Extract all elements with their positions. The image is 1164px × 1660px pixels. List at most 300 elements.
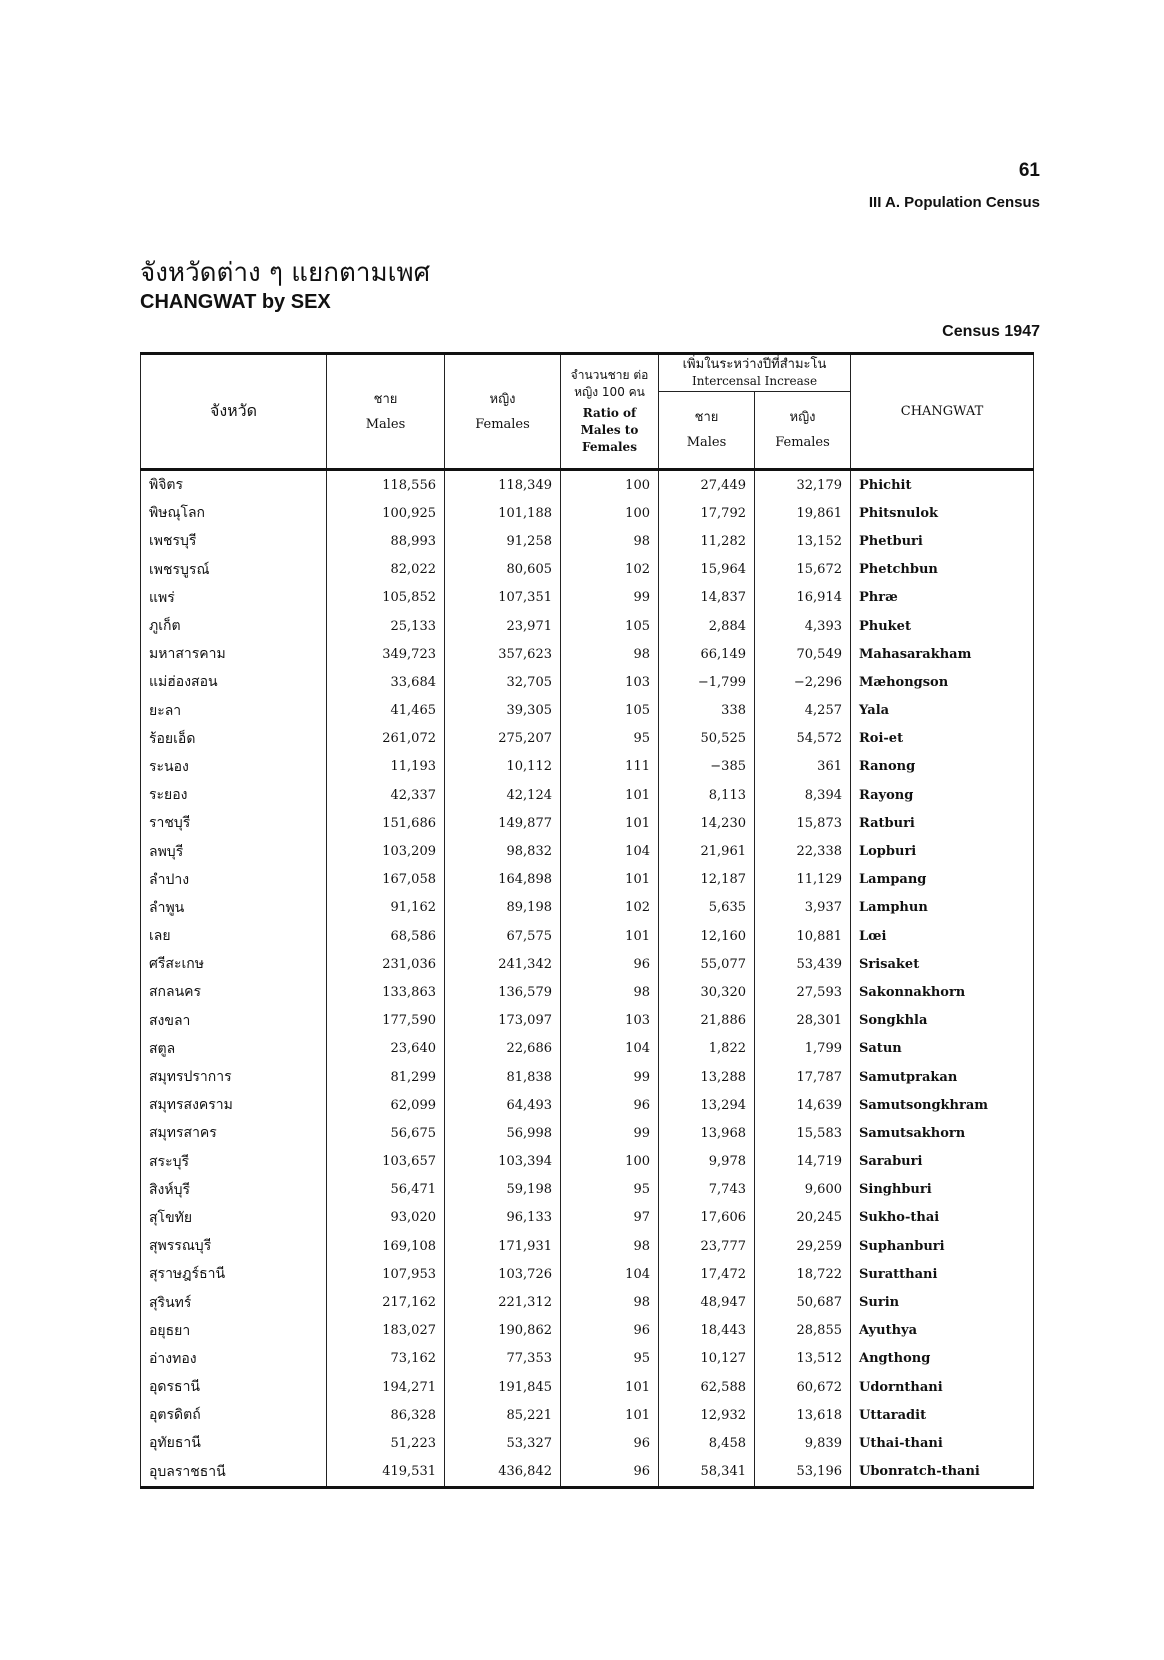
cell-changwat-thai: อุตรดิตถ์ (141, 1401, 327, 1429)
cell-ratio: 98 (561, 527, 659, 555)
cell-ratio: 111 (561, 753, 659, 781)
col-header-changwat-thai (141, 354, 327, 470)
cell-changwat-en: Angthong (851, 1345, 1034, 1373)
cell-changwat-thai: ราชบุรี (141, 809, 327, 837)
cell-increase-males: 30,320 (659, 978, 755, 1006)
cell-changwat-thai: สุรินทร์ (141, 1288, 327, 1316)
cell-increase-males: 13,294 (659, 1091, 755, 1119)
table-row (141, 556, 1034, 584)
table-row (141, 499, 1034, 527)
cell-changwat-thai: มหาสารคาม (141, 640, 327, 668)
cell-increase-females: 15,873 (755, 809, 851, 837)
col-header-inc-females (755, 392, 851, 470)
col-header-changwat-en (851, 354, 1034, 470)
cell-increase-females: 20,245 (755, 1204, 851, 1232)
col-changwat-thai-label: จังหวัด (209, 401, 258, 420)
cell-ratio: 103 (561, 668, 659, 696)
cell-changwat-en: Suphanburi (851, 1232, 1034, 1260)
cell-changwat-en: Rayong (851, 781, 1034, 809)
table-row (141, 1401, 1034, 1429)
cell-increase-males: 2,884 (659, 612, 755, 640)
cell-females: 103,394 (445, 1148, 561, 1176)
cell-changwat-en: Samutprakan (851, 1063, 1034, 1091)
cell-increase-females: 17,787 (755, 1063, 851, 1091)
cell-increase-males: 11,282 (659, 527, 755, 555)
table-title-thai: จังหวัดต่าง ๆ แยกตามเพศ (140, 258, 431, 288)
cell-increase-males: 12,187 (659, 866, 755, 894)
cell-males: 93,020 (327, 1204, 445, 1232)
cell-females: 436,842 (445, 1458, 561, 1488)
cell-changwat-thai: ลำพูน (141, 894, 327, 922)
col-header-ratio (561, 354, 659, 470)
cell-males: 261,072 (327, 725, 445, 753)
cell-females: 136,579 (445, 978, 561, 1006)
cell-females: 56,998 (445, 1119, 561, 1147)
cell-changwat-thai: สงขลา (141, 1007, 327, 1035)
cell-ratio: 96 (561, 1091, 659, 1119)
cell-females: 107,351 (445, 584, 561, 612)
cell-changwat-en: Ranong (851, 753, 1034, 781)
cell-increase-males: 1,822 (659, 1035, 755, 1063)
cell-increase-females: 15,672 (755, 556, 851, 584)
cell-increase-males: −1,799 (659, 668, 755, 696)
cell-ratio: 98 (561, 1232, 659, 1260)
table-row (141, 1204, 1034, 1232)
cell-males: 33,684 (327, 668, 445, 696)
cell-ratio: 101 (561, 866, 659, 894)
cell-changwat-en: Lopburi (851, 837, 1034, 865)
cell-changwat-thai: สมุทรสาคร (141, 1119, 327, 1147)
cell-ratio: 100 (561, 499, 659, 527)
cell-changwat-thai: อุบลราชธานี (141, 1458, 327, 1488)
cell-females: 53,327 (445, 1429, 561, 1457)
cell-increase-males: 14,837 (659, 584, 755, 612)
cell-females: 23,971 (445, 612, 561, 640)
cell-ratio: 96 (561, 950, 659, 978)
cell-increase-females: 19,861 (755, 499, 851, 527)
cell-increase-females: −2,296 (755, 668, 851, 696)
cell-females: 191,845 (445, 1373, 561, 1401)
cell-changwat-thai: อุทัยธานี (141, 1429, 327, 1457)
cell-increase-males: 13,968 (659, 1119, 755, 1147)
cell-males: 217,162 (327, 1288, 445, 1316)
cell-changwat-thai: อุดรธานี (141, 1373, 327, 1401)
col-males-thai: ชาย (373, 391, 398, 407)
cell-changwat-en: Saraburi (851, 1148, 1034, 1176)
cell-males: 86,328 (327, 1401, 445, 1429)
cell-changwat-en: Sakonnakhorn (851, 978, 1034, 1006)
cell-increase-males: 17,472 (659, 1260, 755, 1288)
cell-ratio: 95 (561, 725, 659, 753)
cell-ratio: 100 (561, 1148, 659, 1176)
cell-ratio: 97 (561, 1204, 659, 1232)
cell-increase-females: 14,639 (755, 1091, 851, 1119)
cell-ratio: 104 (561, 837, 659, 865)
table-row (141, 1345, 1034, 1373)
cell-ratio: 99 (561, 1063, 659, 1091)
col-changwat-en-label: CHANGWAT (900, 404, 984, 419)
cell-females: 39,305 (445, 697, 561, 725)
cell-changwat-thai: แพร่ (141, 584, 327, 612)
cell-increase-females: 53,439 (755, 950, 851, 978)
cell-males: 51,223 (327, 1429, 445, 1457)
table-row (141, 809, 1034, 837)
cell-increase-females: 10,881 (755, 922, 851, 950)
cell-changwat-en: Phitsnulok (851, 499, 1034, 527)
cell-changwat-thai: พิษณุโลก (141, 499, 327, 527)
cell-increase-females: 13,512 (755, 1345, 851, 1373)
cell-changwat-en: Samutsakhorn (851, 1119, 1034, 1147)
cell-changwat-thai: สิงห์บุรี (141, 1176, 327, 1204)
table-row (141, 1091, 1034, 1119)
cell-increase-males: 27,449 (659, 470, 755, 500)
cell-increase-females: 28,301 (755, 1007, 851, 1035)
table-title-english: CHANGWAT by SEX (140, 291, 331, 313)
cell-changwat-thai: ระนอง (141, 753, 327, 781)
table-row (141, 1035, 1034, 1063)
table-row (141, 1260, 1034, 1288)
cell-males: 25,133 (327, 612, 445, 640)
table-row (141, 697, 1034, 725)
cell-ratio: 101 (561, 809, 659, 837)
cell-changwat-thai: อยุธยา (141, 1317, 327, 1345)
cell-increase-males: 7,743 (659, 1176, 755, 1204)
cell-males: 133,863 (327, 978, 445, 1006)
table-row (141, 781, 1034, 809)
cell-increase-males: 55,077 (659, 950, 755, 978)
cell-changwat-thai: สมุทรสงคราม (141, 1091, 327, 1119)
cell-changwat-thai: สระบุรี (141, 1148, 327, 1176)
table-row (141, 640, 1034, 668)
cell-changwat-en: Suratthani (851, 1260, 1034, 1288)
table-row (141, 837, 1034, 865)
cell-increase-males: 338 (659, 697, 755, 725)
cell-increase-females: 11,129 (755, 866, 851, 894)
col-males-en: Males (365, 416, 406, 432)
cell-increase-females: 14,719 (755, 1148, 851, 1176)
cell-females: 118,349 (445, 470, 561, 500)
cell-ratio: 99 (561, 584, 659, 612)
cell-males: 231,036 (327, 950, 445, 978)
cell-changwat-en: Phræ (851, 584, 1034, 612)
cell-increase-males: 62,588 (659, 1373, 755, 1401)
cell-increase-females: 16,914 (755, 584, 851, 612)
cell-increase-females: 13,152 (755, 527, 851, 555)
cell-changwat-thai: ยะลา (141, 697, 327, 725)
cell-females: 64,493 (445, 1091, 561, 1119)
cell-females: 164,898 (445, 866, 561, 894)
cell-increase-males: 48,947 (659, 1288, 755, 1316)
cell-females: 173,097 (445, 1007, 561, 1035)
cell-changwat-en: Lœi (851, 922, 1034, 950)
table-row (141, 1232, 1034, 1260)
cell-increase-females: 1,799 (755, 1035, 851, 1063)
cell-changwat-en: Lamphun (851, 894, 1034, 922)
cell-ratio: 98 (561, 1288, 659, 1316)
cell-increase-males: 58,341 (659, 1458, 755, 1488)
cell-ratio: 96 (561, 1317, 659, 1345)
cell-females: 91,258 (445, 527, 561, 555)
cell-females: 221,312 (445, 1288, 561, 1316)
cell-females: 89,198 (445, 894, 561, 922)
cell-increase-females: 3,937 (755, 894, 851, 922)
table-row (141, 612, 1034, 640)
cell-males: 419,531 (327, 1458, 445, 1488)
cell-increase-females: 22,338 (755, 837, 851, 865)
cell-ratio: 104 (561, 1260, 659, 1288)
table-row (141, 725, 1034, 753)
table-row (141, 1429, 1034, 1457)
cell-males: 183,027 (327, 1317, 445, 1345)
cell-increase-males: 23,777 (659, 1232, 755, 1260)
table-row (141, 527, 1034, 555)
table-row (141, 1176, 1034, 1204)
cell-changwat-en: Songkhla (851, 1007, 1034, 1035)
cell-increase-males: −385 (659, 753, 755, 781)
cell-changwat-en: Mahasarakham (851, 640, 1034, 668)
cell-males: 81,299 (327, 1063, 445, 1091)
cell-changwat-thai: สมุทรปราการ (141, 1063, 327, 1091)
cell-changwat-thai: เลย (141, 922, 327, 950)
cell-changwat-thai: แม่ฮ่องสอน (141, 668, 327, 696)
cell-males: 91,162 (327, 894, 445, 922)
cell-increase-females: 4,393 (755, 612, 851, 640)
cell-females: 241,342 (445, 950, 561, 978)
col-header-males (327, 354, 445, 470)
cell-changwat-en: Phichit (851, 470, 1034, 500)
cell-increase-females: 54,572 (755, 725, 851, 753)
cell-changwat-en: Udornthani (851, 1373, 1034, 1401)
cell-increase-males: 5,635 (659, 894, 755, 922)
cell-ratio: 95 (561, 1345, 659, 1373)
cell-increase-males: 21,961 (659, 837, 755, 865)
cell-females: 59,198 (445, 1176, 561, 1204)
table-row (141, 584, 1034, 612)
cell-ratio: 99 (561, 1119, 659, 1147)
cell-ratio: 100 (561, 470, 659, 500)
cell-increase-males: 17,792 (659, 499, 755, 527)
table-row (141, 1373, 1034, 1401)
cell-ratio: 102 (561, 556, 659, 584)
cell-increase-females: 4,257 (755, 697, 851, 725)
col-inc-males-thai: ชาย (694, 410, 719, 425)
col-header-females (445, 354, 561, 470)
table-row (141, 1063, 1034, 1091)
table-row (141, 668, 1034, 696)
cell-males: 194,271 (327, 1373, 445, 1401)
cell-changwat-thai: ร้อยเอ็ด (141, 725, 327, 753)
col-inc-females-en: Females (775, 435, 830, 450)
cell-males: 103,209 (327, 837, 445, 865)
cell-changwat-en: Ratburi (851, 809, 1034, 837)
cell-ratio: 96 (561, 1429, 659, 1457)
col-header-intercensal (659, 354, 851, 392)
cell-changwat-en: Roi-et (851, 725, 1034, 753)
cell-changwat-thai: เพชรบุรี (141, 527, 327, 555)
cell-males: 56,471 (327, 1176, 445, 1204)
cell-increase-females: 15,583 (755, 1119, 851, 1147)
cell-females: 149,877 (445, 809, 561, 837)
col-increase-thai: เพิ่มในระหว่างปีที่สำมะโน (682, 357, 827, 372)
cell-females: 101,188 (445, 499, 561, 527)
cell-increase-males: 8,458 (659, 1429, 755, 1457)
cell-males: 100,925 (327, 499, 445, 527)
cell-females: 81,838 (445, 1063, 561, 1091)
cell-females: 80,605 (445, 556, 561, 584)
col-ratio-thai: จำนวนชาย ต่อ หญิง 100 คน (570, 368, 649, 399)
cell-increase-females: 32,179 (755, 470, 851, 500)
cell-females: 357,623 (445, 640, 561, 668)
cell-females: 190,862 (445, 1317, 561, 1345)
cell-changwat-en: Mæhongson (851, 668, 1034, 696)
cell-increase-males: 50,525 (659, 725, 755, 753)
table-row (141, 866, 1034, 894)
col-ratio-en: Ratio of Males to Females (580, 406, 639, 454)
cell-ratio: 96 (561, 1458, 659, 1488)
cell-increase-males: 13,288 (659, 1063, 755, 1091)
cell-males: 349,723 (327, 640, 445, 668)
cell-ratio: 102 (561, 894, 659, 922)
col-header-inc-males (659, 392, 755, 470)
cell-changwat-thai: สตูล (141, 1035, 327, 1063)
cell-females: 10,112 (445, 753, 561, 781)
cell-ratio: 103 (561, 1007, 659, 1035)
cell-increase-females: 28,855 (755, 1317, 851, 1345)
section-title: III A. Population Census (868, 194, 1040, 211)
cell-changwat-thai: สุพรรณบุรี (141, 1232, 327, 1260)
cell-changwat-en: Lampang (851, 866, 1034, 894)
cell-increase-females: 53,196 (755, 1458, 851, 1488)
cell-changwat-en: Srisaket (851, 950, 1034, 978)
table-row (141, 1288, 1034, 1316)
cell-changwat-thai: ภูเก็ต (141, 612, 327, 640)
table-row (141, 978, 1034, 1006)
cell-changwat-thai: สุราษฎร์ธานี (141, 1260, 327, 1288)
cell-males: 88,993 (327, 527, 445, 555)
cell-increase-males: 21,886 (659, 1007, 755, 1035)
cell-increase-males: 8,113 (659, 781, 755, 809)
cell-males: 68,586 (327, 922, 445, 950)
cell-changwat-thai: พิจิตร (141, 470, 327, 500)
cell-males: 103,657 (327, 1148, 445, 1176)
col-females-en: Females (475, 416, 530, 432)
cell-females: 171,931 (445, 1232, 561, 1260)
cell-females: 85,221 (445, 1401, 561, 1429)
cell-males: 177,590 (327, 1007, 445, 1035)
cell-increase-females: 13,618 (755, 1401, 851, 1429)
cell-increase-females: 9,600 (755, 1176, 851, 1204)
table-row (141, 1458, 1034, 1488)
cell-increase-males: 17,606 (659, 1204, 755, 1232)
col-females-thai: หญิง (489, 391, 516, 407)
cell-changwat-thai: สุโขทัย (141, 1204, 327, 1232)
col-inc-females-thai: หญิง (789, 410, 816, 425)
cell-males: 42,337 (327, 781, 445, 809)
cell-changwat-en: Phuket (851, 612, 1034, 640)
cell-changwat-en: Ayuthya (851, 1317, 1034, 1345)
cell-increase-males: 12,932 (659, 1401, 755, 1429)
table-row (141, 1317, 1034, 1345)
cell-ratio: 101 (561, 781, 659, 809)
col-increase-en: Intercensal Increase (691, 374, 818, 388)
cell-increase-males: 18,443 (659, 1317, 755, 1345)
cell-changwat-thai: สกลนคร (141, 978, 327, 1006)
cell-changwat-en: Phetburi (851, 527, 1034, 555)
cell-ratio: 104 (561, 1035, 659, 1063)
cell-females: 275,207 (445, 725, 561, 753)
cell-increase-males: 9,978 (659, 1148, 755, 1176)
cell-increase-females: 29,259 (755, 1232, 851, 1260)
cell-ratio: 95 (561, 1176, 659, 1204)
table-row (141, 753, 1034, 781)
cell-increase-females: 50,687 (755, 1288, 851, 1316)
cell-changwat-en: Surin (851, 1288, 1034, 1316)
page-number: 61 (1018, 160, 1040, 181)
cell-increase-males: 12,160 (659, 922, 755, 950)
cell-changwat-thai: เพชรบูรณ์ (141, 556, 327, 584)
cell-males: 23,640 (327, 1035, 445, 1063)
cell-changwat-thai: ระยอง (141, 781, 327, 809)
cell-males: 11,193 (327, 753, 445, 781)
cell-females: 67,575 (445, 922, 561, 950)
cell-males: 169,108 (327, 1232, 445, 1260)
cell-females: 22,686 (445, 1035, 561, 1063)
cell-females: 96,133 (445, 1204, 561, 1232)
cell-changwat-en: Uthai-thani (851, 1429, 1034, 1457)
table-body (141, 470, 1034, 1488)
cell-ratio: 105 (561, 697, 659, 725)
cell-increase-females: 27,593 (755, 978, 851, 1006)
cell-females: 98,832 (445, 837, 561, 865)
cell-changwat-thai: ลำปาง (141, 866, 327, 894)
cell-males: 41,465 (327, 697, 445, 725)
cell-females: 32,705 (445, 668, 561, 696)
table-row (141, 1007, 1034, 1035)
table-row (141, 470, 1034, 500)
cell-males: 151,686 (327, 809, 445, 837)
cell-changwat-en: Uttaradit (851, 1401, 1034, 1429)
cell-increase-males: 66,149 (659, 640, 755, 668)
cell-ratio: 105 (561, 612, 659, 640)
cell-females: 42,124 (445, 781, 561, 809)
cell-ratio: 98 (561, 978, 659, 1006)
cell-increase-females: 8,394 (755, 781, 851, 809)
cell-increase-males: 10,127 (659, 1345, 755, 1373)
cell-males: 167,058 (327, 866, 445, 894)
cell-changwat-en: Samutsongkhram (851, 1091, 1034, 1119)
cell-males: 56,675 (327, 1119, 445, 1147)
cell-changwat-en: Phetchbun (851, 556, 1034, 584)
cell-males: 107,953 (327, 1260, 445, 1288)
cell-males: 82,022 (327, 556, 445, 584)
cell-changwat-en: Sukho-thai (851, 1204, 1034, 1232)
cell-females: 77,353 (445, 1345, 561, 1373)
cell-ratio: 101 (561, 1373, 659, 1401)
cell-ratio: 98 (561, 640, 659, 668)
cell-females: 103,726 (445, 1260, 561, 1288)
table-row (141, 1148, 1034, 1176)
cell-changwat-thai: ลพบุรี (141, 837, 327, 865)
cell-changwat-en: Satun (851, 1035, 1034, 1063)
cell-ratio: 101 (561, 922, 659, 950)
table-row (141, 894, 1034, 922)
cell-increase-females: 361 (755, 753, 851, 781)
cell-changwat-thai: ศรีสะเกษ (141, 950, 327, 978)
cell-changwat-thai: อ่างทอง (141, 1345, 327, 1373)
population-table (140, 352, 1034, 1489)
cell-changwat-en: Singhburi (851, 1176, 1034, 1204)
census-year: Census 1947 (942, 323, 1040, 340)
